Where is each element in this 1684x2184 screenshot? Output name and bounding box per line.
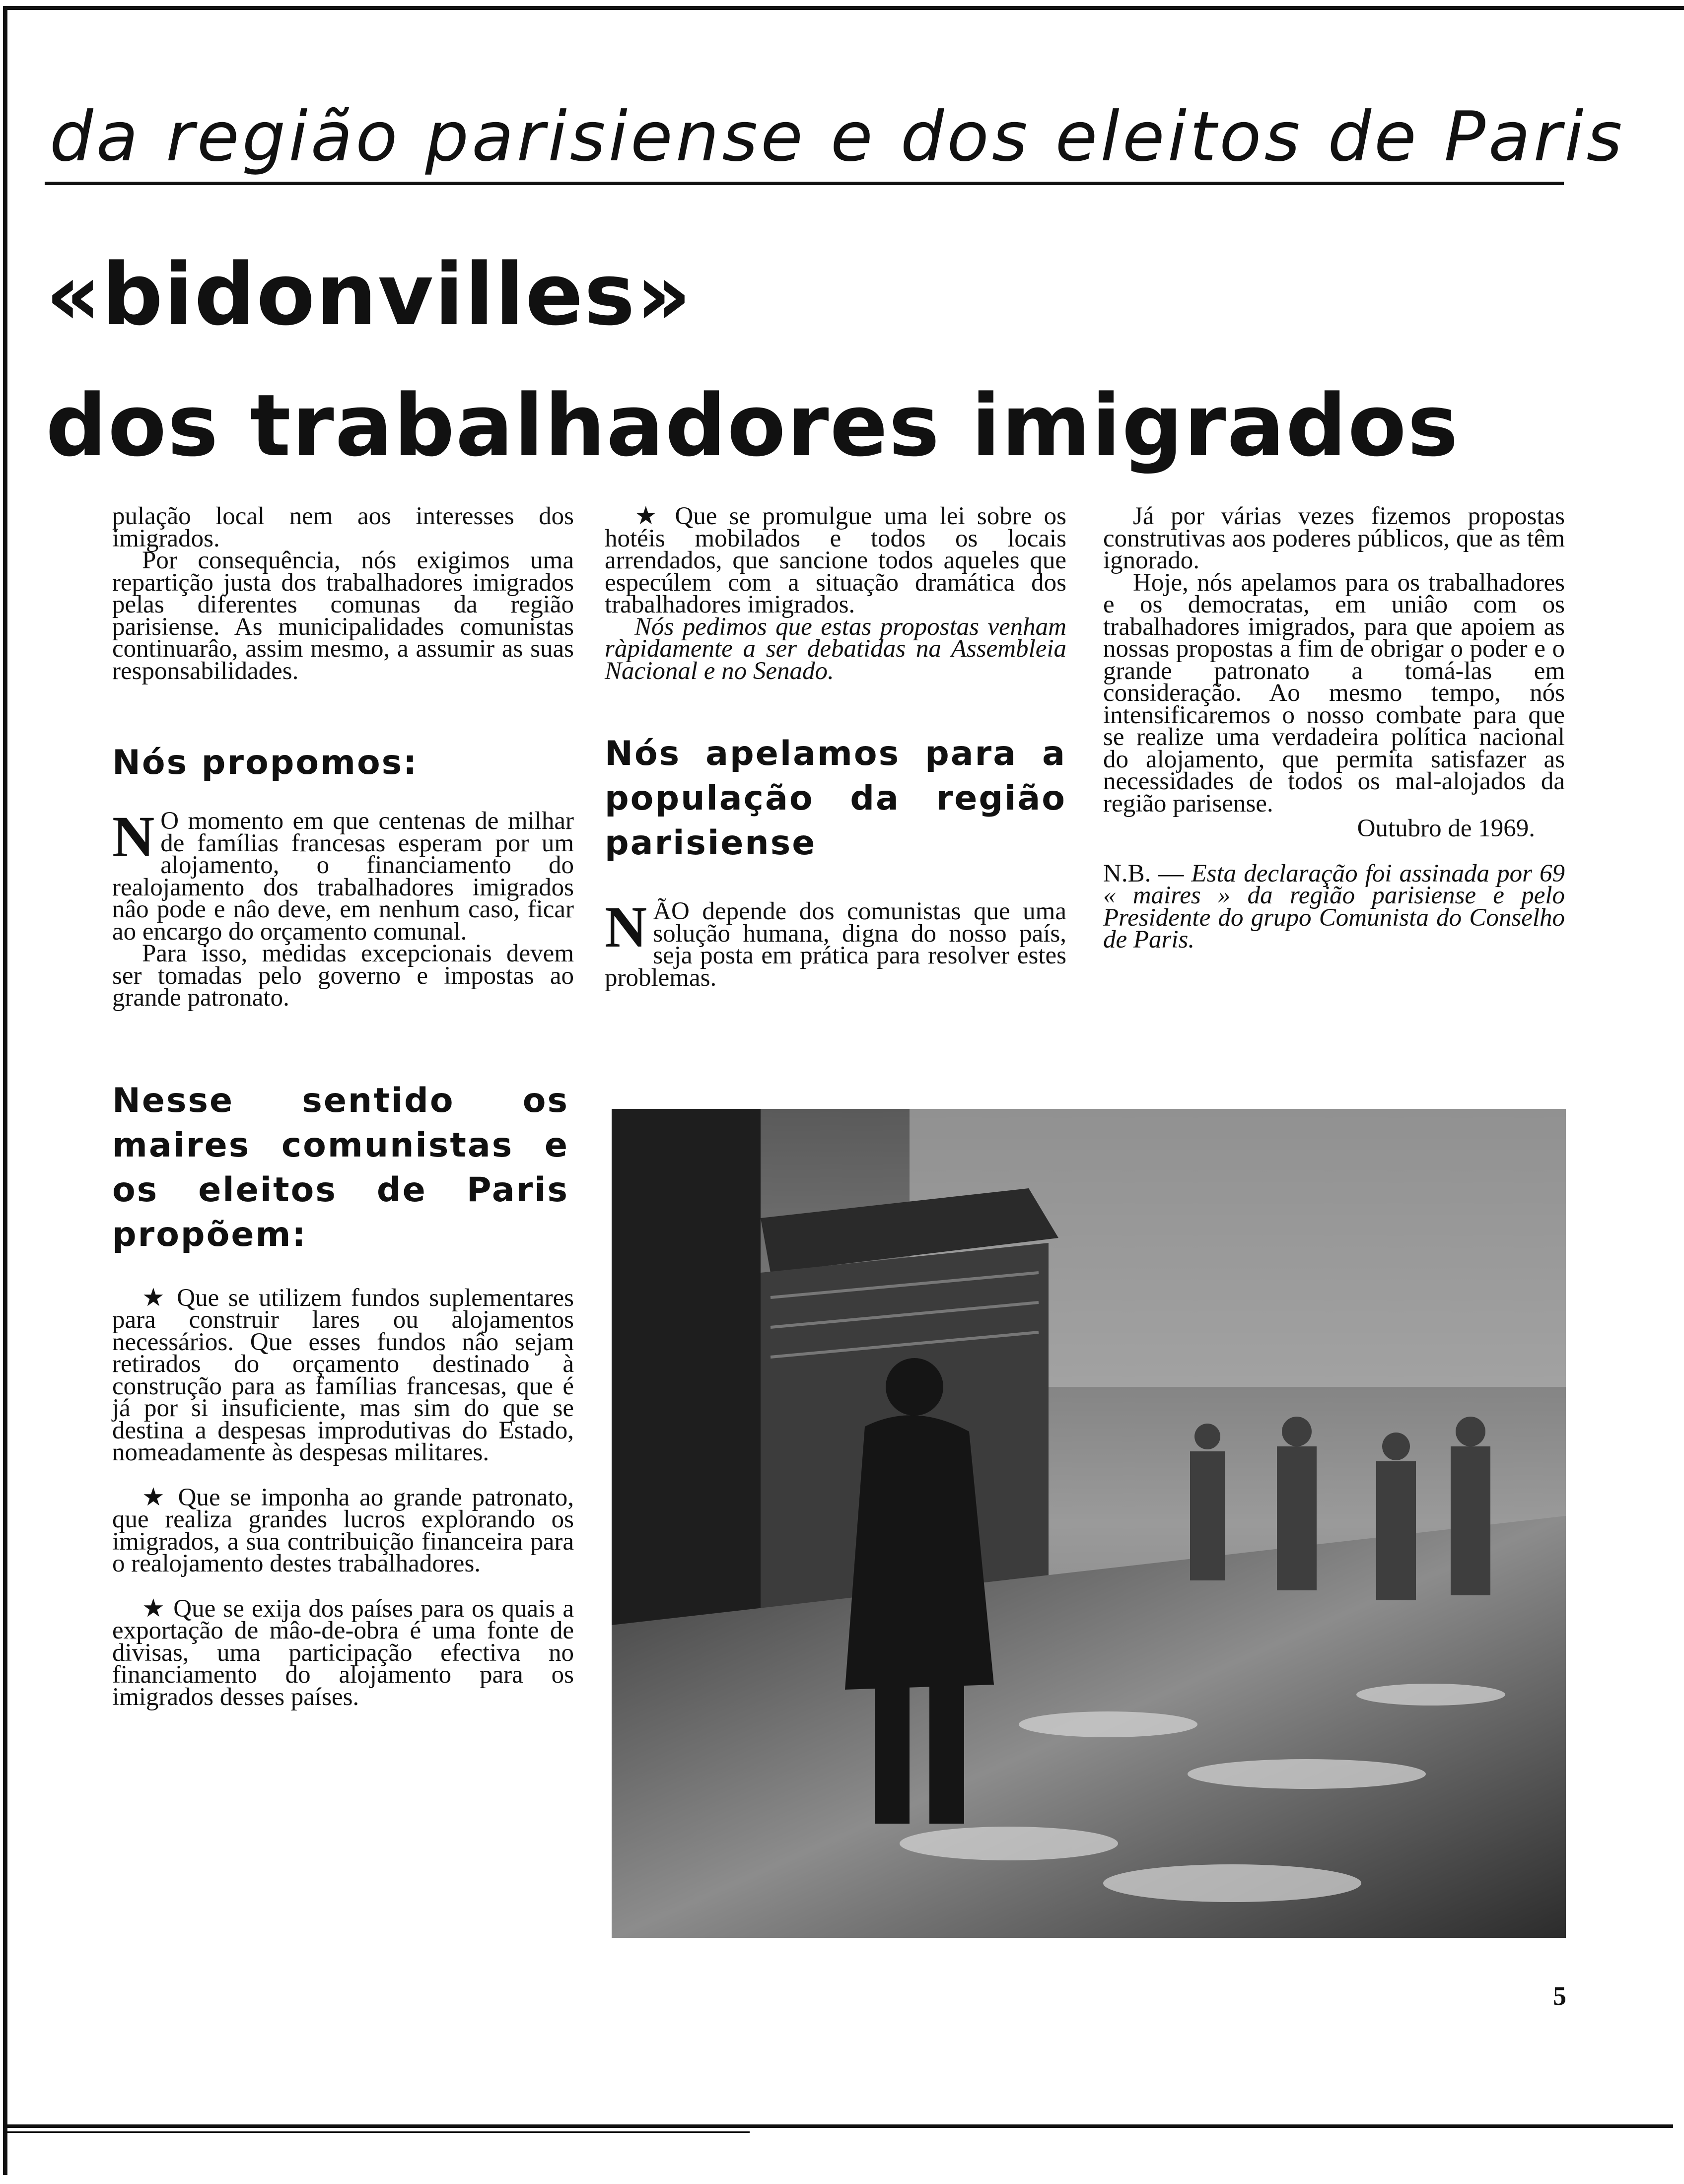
page-title [46, 229, 1585, 491]
paragraph-text: O momento em que centenas de milhar de famílias francesas esperam por um alojamento, o financiamento do realojamento dos trabalhadores imigrados nâo pode e nâo deve, em nenhum caso, ficar ao encargo do orçamento comunal. [112, 807, 574, 946]
paragraph: Para isso, medidas excepcionais devem ser tomadas pelo governo e impostas ao grande patronato. [112, 940, 574, 1012]
paragraph-italic: Nós pedimos que estas propostas venham ràpidamente a ser debatidas na Assembleia Nacional e no Senado. [605, 613, 1066, 685]
left-border [3, 6, 7, 2175]
paragraph: pulação local nem aos interesses dos imigrados. [112, 502, 574, 552]
title-line-1: «bidonvilles» [46, 245, 693, 344]
photo-image [612, 1109, 1566, 1938]
section-heading: Nós propomos: [112, 743, 419, 782]
column-3 [1103, 502, 1565, 954]
bullet-paragraph: ★ Que se promulgue uma lei sobre os hotéis mobilados e todos os locais arrendados, que sancione todos aqueles que especúlem com a situação dramática dos trabalhadores imigrados. [605, 502, 1066, 618]
paragraph-dropcap [605, 894, 1066, 992]
bullet-paragraph: ★ Que se exija dos países para os quais a exportação de mâo-de-obra é uma fonte de divisas, uma participação efectiva no financiamento do alojamento para os imigrados desses países. [112, 1594, 574, 1711]
bullet-paragraph: ★ Que se utilizem fundos suplementares para construir lares ou alojamentos necessários. Que esses fundos nâo sejam retirados do orçamento destinado à construção para as famílias francesas, que é já por si insuficiente, mas sim do que se destina a despesas improdutivas do Estado, nomeadamente às despesas militares. [112, 1284, 574, 1466]
note-text: Esta declaração foi assinada por 69 « maires » da região parisiense e pelo Presidente do grupo Comunista do Conselho de Paris. [1103, 859, 1565, 954]
photograph-shanty-town [612, 1109, 1566, 1938]
paragraph: Por consequência, nós exigimos uma repartição justa dos trabalhadores imigrados pelas diferentes comunas da região parisiense. As municipalidades comunistas continuarâo, assim mesmo, a assumir as suas responsabilidades. [112, 546, 574, 685]
top-border [5, 6, 1684, 10]
paragraph: Hoje, nós apelamos para os trabalhadores e os democratas, em uniâo com os trabalhadores imigrados, para que apoiem as nossas propostas a fim de obrigar o poder e o grande patronato a tomá-las em consideração. Ao mesmo tempo, nós intensificaremos o nosso combate para que se realize uma verdadeira política nacional do alojamento, que permita satisfazer as necessidades de todos os mal-alojados da região parisense. [1103, 568, 1565, 818]
paragraph-dropcap [112, 804, 574, 946]
page-number: 5 [1553, 1981, 1566, 2011]
title-line-2: dos trabalhadores imigrados [46, 376, 1460, 476]
column-2 [605, 502, 1066, 992]
bullet-paragraph: ★ Que se imponha ao grande patronato, que realiza grandes lucros explorando os imigrados, a sua contribuição financeira para o realojamento destes trabalhadores. [112, 1483, 574, 1577]
bottom-border [5, 2124, 1673, 2128]
date-line: Outubro de 1969. [1357, 815, 1535, 842]
paragraph-text: ÃO depende dos comunistas que uma solução humana, digna do nosso país, seja posta em prática para resolver estes problemas. [605, 897, 1066, 992]
column-1 [112, 502, 574, 1711]
section-heading: Nesse sentido os maires comunistas e os eleitos de Paris propõem: [112, 1081, 569, 1254]
header-rule [45, 182, 1564, 185]
paragraph: Já por várias vezes fizemos propostas construtivas aos poderes públicos, que as têm ignorado. [1103, 502, 1565, 574]
bottom-border-thin [5, 2131, 750, 2133]
drop-cap: N [605, 894, 647, 959]
header-kicker: da região parisiense e dos eleitos de Paris [50, 97, 1625, 177]
section-heading: Nós apelamos para a população da região parisiense [605, 734, 1066, 863]
note-paragraph [1103, 859, 1565, 954]
note-label: N.B. — [1103, 859, 1184, 887]
drop-cap: N [112, 804, 155, 869]
